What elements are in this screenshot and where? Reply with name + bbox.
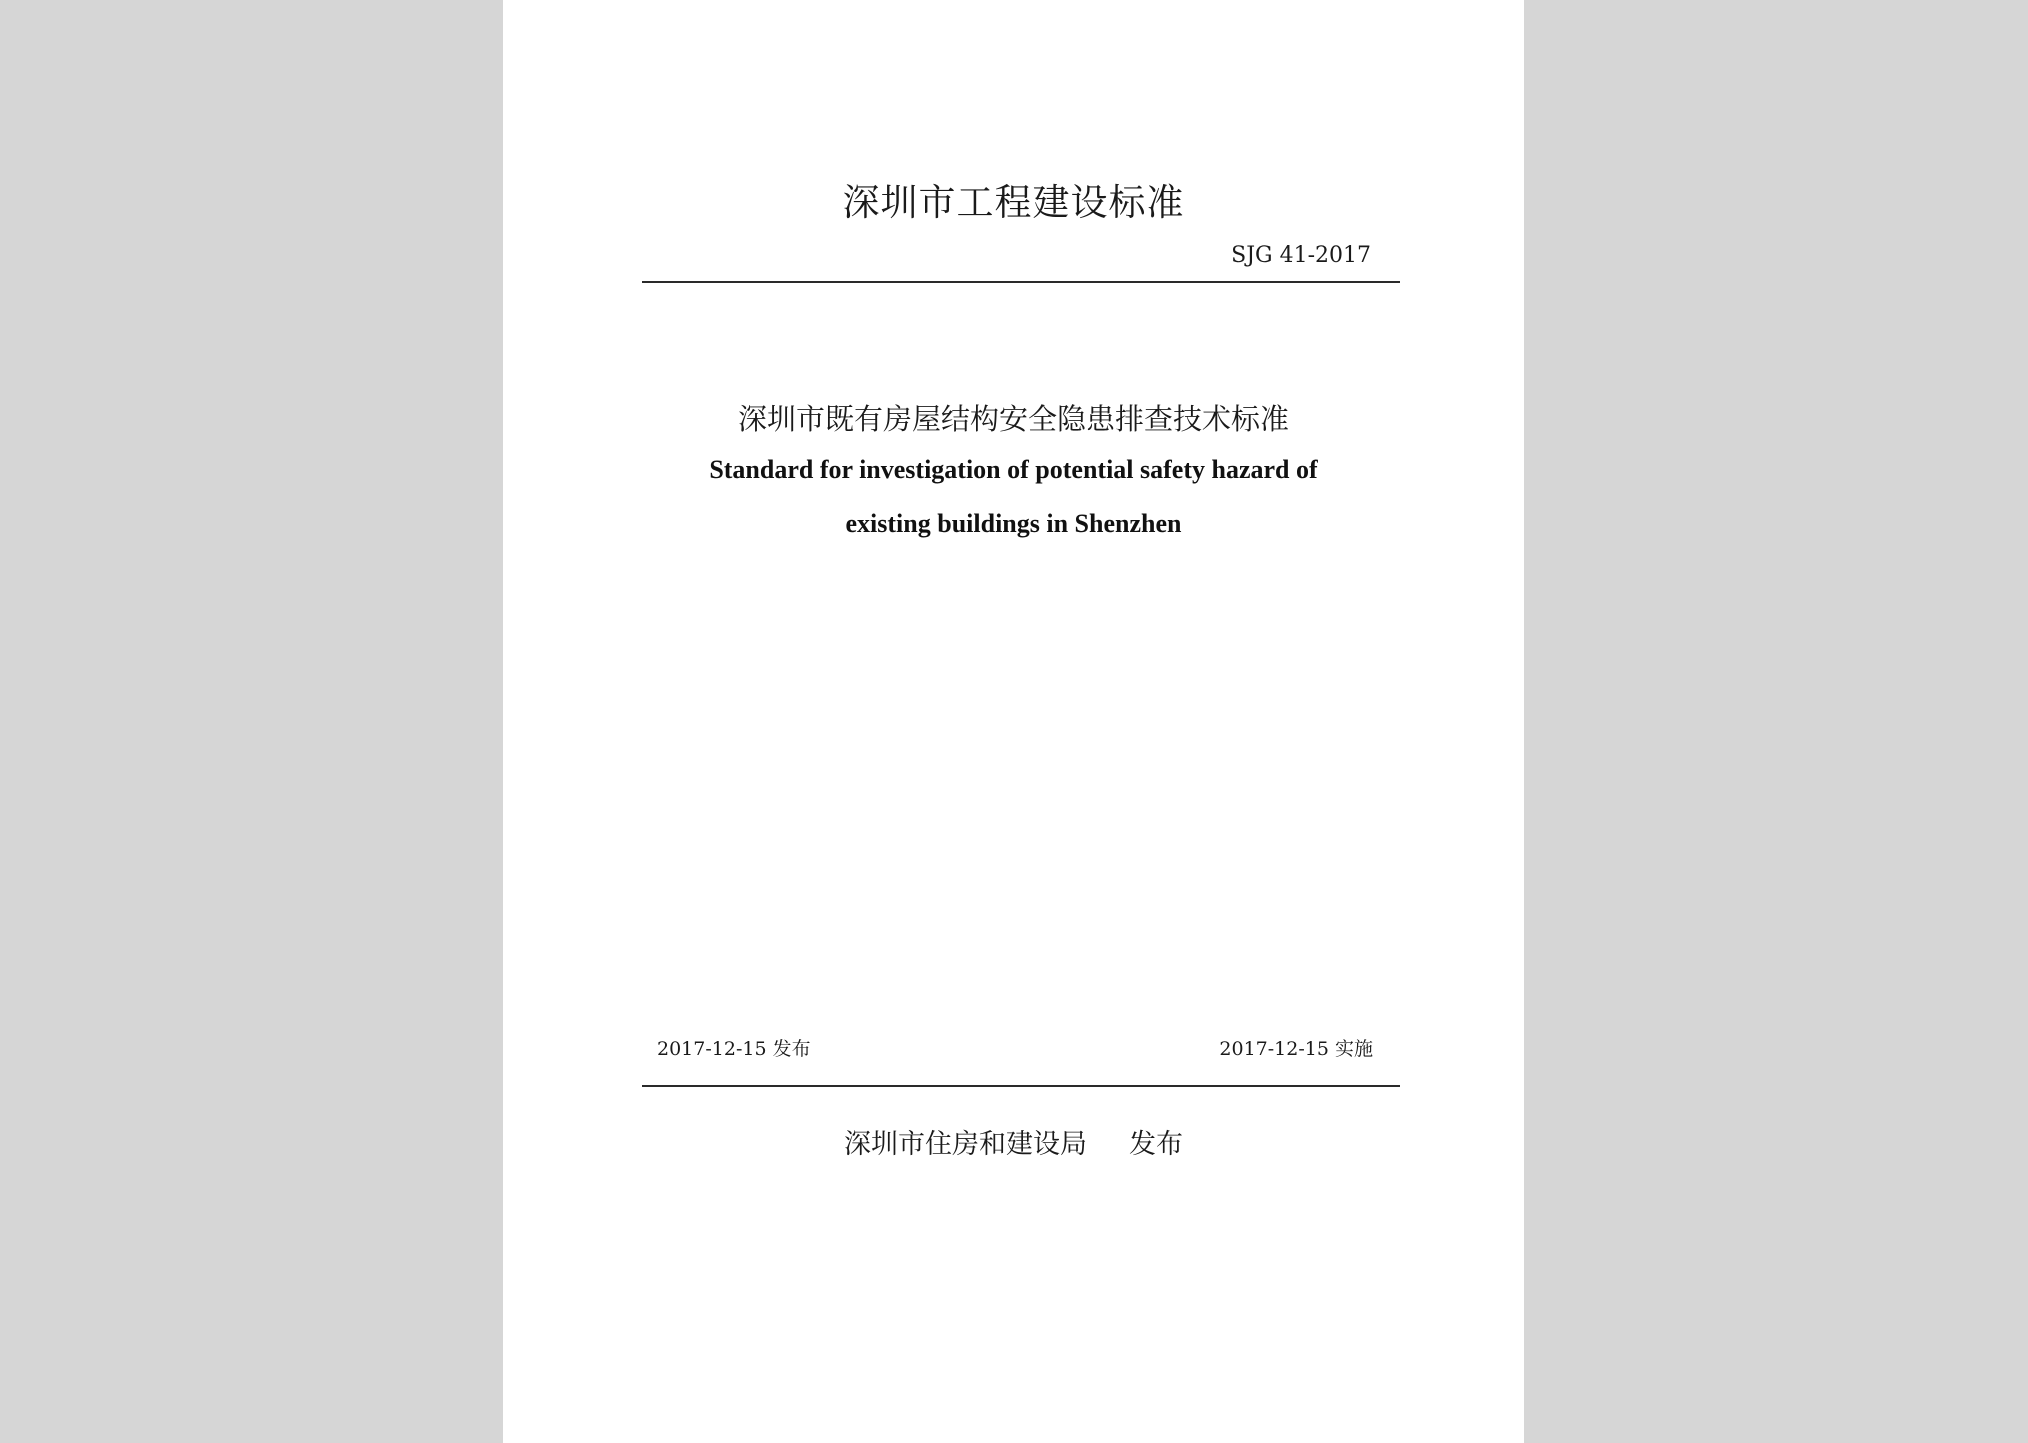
top-divider (642, 281, 1400, 283)
series-title: 深圳市工程建设标准 (842, 181, 1185, 224)
issuer-line (503, 1122, 1524, 1161)
title-chinese: 深圳市既有房屋结构安全隐患排查技术标准 (737, 402, 1289, 436)
bottom-divider (642, 1085, 1400, 1087)
implementation-date: 2017-12-15 实施 (1219, 1038, 1373, 1060)
title-english-line1: Standard for investigation of potential safety hazard of (709, 455, 1318, 484)
issuer-name: 深圳市住房和建设局 (844, 1129, 1087, 1160)
issue-word: 发布 (1129, 1129, 1183, 1160)
issue-date: 2017-12-15 发布 (657, 1038, 811, 1060)
title-english-line2: existing buildings in Shenzhen (845, 509, 1182, 538)
document-page (503, 0, 1524, 1443)
standard-code: SJG 41-2017 (1231, 243, 1371, 268)
